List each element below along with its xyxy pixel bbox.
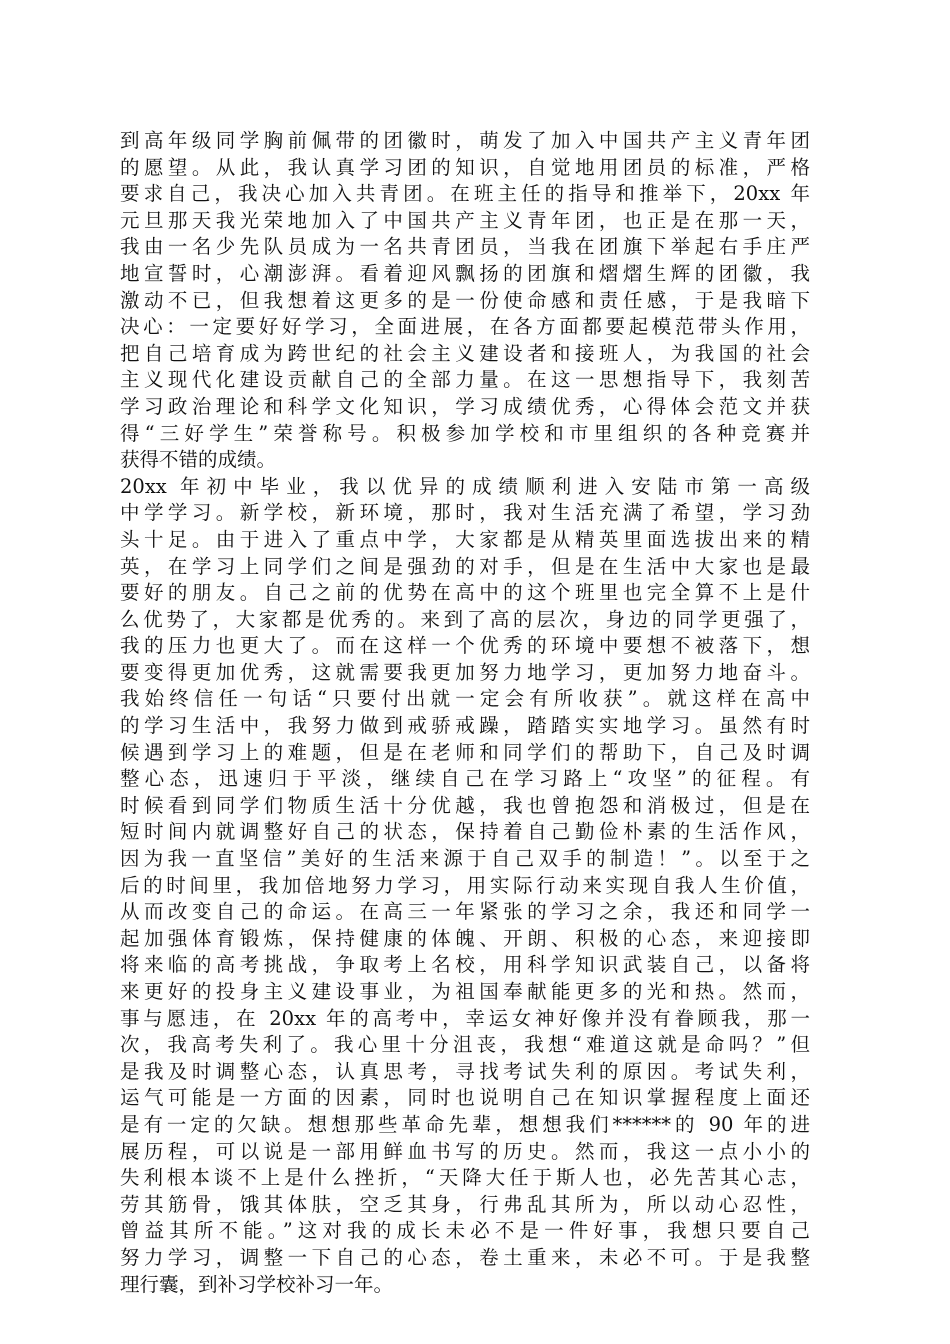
text-line: 地宣誓时，心潮澎湃。看着迎风飘扬的团旗和熠熠生辉的团徽，我 bbox=[120, 261, 810, 285]
text-line: 努力学习，调整一下自己的心态，卷土重来，未必不可。于是我整 bbox=[120, 1245, 810, 1269]
text-line: 起加强体育锻炼，保持健康的体魄、开朗、积极的心态，来迎接即 bbox=[120, 926, 810, 950]
document-body bbox=[120, 128, 810, 1298]
text-line: 是有一定的欠缺。想想那些革命先辈，想想我们******的 90 年的进 bbox=[120, 1112, 810, 1136]
text-line: 20xx 年初中毕业，我以优异的成绩顺利进入安陆市第一高级 bbox=[120, 474, 810, 498]
paragraph-2 bbox=[120, 474, 810, 1298]
text-line: 得“三好学生”荣誉称号。积极参加学校和市里组织的各种竞赛并 bbox=[120, 421, 810, 445]
text-line: 来更好的投身主义建设事业，为祖国奉献能更多的光和热。然而， bbox=[120, 980, 810, 1003]
text-line: 次，我高考失利了。我心里十分沮丧，我想“难道这就是命吗？”但 bbox=[120, 1033, 810, 1057]
text-line: 么优势了，大家都是优秀的。来到了高的层次，身边的同学更强了， bbox=[120, 607, 810, 631]
text-line: 中学学习。新学校，新环境，那时，我对生活充满了希望，学习劲 bbox=[120, 501, 810, 525]
text-line: 激动不已，但我想着这更多的是一份使命感和责任感，于是我暗下 bbox=[120, 288, 810, 312]
text-line: 到高年级同学胸前佩带的团徽时，萌发了加入中国共产主义青年团 bbox=[120, 129, 810, 152]
text-line: 运气可能是一方面的因素，同时也说明自己在知识掌握程度上面还 bbox=[120, 1086, 810, 1110]
text-line: 的愿望。从此，我认真学习团的知识，自觉地用团员的标准，严格 bbox=[120, 155, 810, 179]
text-line: 头十足。由于进入了重点中学，大家都是从精英里面选拔出来的精 bbox=[120, 527, 810, 551]
text-line: 我始终信任一句话“只要付出就一定会有所收获”。就这样在高中 bbox=[120, 687, 810, 711]
text-line: 因为我一直坚信”美好的生活来源于自己双手的制造！”。以至于之 bbox=[120, 847, 810, 871]
text-line: 理行囊，到补习学校补习一年。 bbox=[120, 1272, 394, 1296]
text-line: 我由一名少先队员成为一名共青团员，当我在团旗下举起右手庄严 bbox=[120, 235, 810, 259]
text-line: 我的压力也更大了。而在这样一个优秀的环境中要想不被落下，想 bbox=[120, 634, 810, 658]
text-line: 学习政治理论和科学文化知识，学习成绩优秀，心得体会范文并获 bbox=[120, 394, 810, 418]
text-line: 短时间内就调整好自己的状态，保持着自己勤俭朴素的生活作风， bbox=[120, 820, 810, 844]
text-line: 后的时间里，我加倍地努力学习，用实际行动来实现自我人生价值， bbox=[120, 873, 810, 897]
text-line: 将来临的高考挑战，争取考上名校，用科学知识武装自己，以备将 bbox=[120, 953, 810, 977]
text-line: 从而改变自己的命运。在高三一年紧张的学习之余，我还和同学一 bbox=[120, 900, 810, 924]
text-line: 候遇到学习上的难题，但是在老师和同学们的帮助下，自己及时调 bbox=[120, 740, 810, 764]
text-line: 主义现代化建设贡献自己的全部力量。在这一思想指导下，我刻苦 bbox=[120, 368, 810, 392]
text-line: 英，在学习上同学们之间是强劲的对手，但是在生活中大家也是最 bbox=[120, 554, 810, 578]
text-line: 整心态，迅速归于平淡，继续自己在学习路上“攻坚”的征程。有 bbox=[120, 767, 810, 791]
text-line: 展历程，可以说是一部用鲜血书写的历史。然而，我这一点小小的 bbox=[120, 1139, 810, 1163]
text-line: 失利根本谈不上是什么挫折，“天降大任于斯人也，必先苦其心志， bbox=[120, 1166, 810, 1190]
text-line: 要好的朋友。自己之前的优势在高中的这个班里也完全算不上是什 bbox=[120, 581, 810, 605]
text-line: 要变得更加优秀，这就需要我更加努力地学习，更加努力地奋斗。 bbox=[120, 660, 810, 684]
text-line: 要求自己，我决心加入共青团。在班主任的指导和推举下，20xx 年 bbox=[120, 182, 810, 206]
text-line: 的学习生活中，我努力做到戒骄戒躁，踏踏实实地学习。虽然有时 bbox=[120, 714, 810, 738]
text-line: 获得不错的成绩。 bbox=[120, 448, 277, 472]
paragraph-1 bbox=[120, 128, 810, 474]
text-line: 曾益其所不能。”这对我的成长未必不是一件好事，我想只要自己 bbox=[120, 1219, 810, 1243]
text-line: 元旦那天我光荣地加入了中国共产主义青年团，也正是在那一天， bbox=[120, 208, 810, 232]
text-line: 时候看到同学们物质生活十分优越，我也曾抱怨和消极过，但是在 bbox=[120, 793, 810, 817]
text-line: 劳其筋骨，饿其体肤，空乏其身，行弗乱其所为，所以动心忍性， bbox=[120, 1192, 810, 1216]
text-line: 是我及时调整心态，认真思考，寻找考试失利的原因。考试失利， bbox=[120, 1059, 810, 1083]
text-line: 事与愿违，在 20xx 年的高考中，幸运女神好像并没有眷顾我，那一 bbox=[120, 1006, 810, 1030]
text-line: 把自己培育成为跨世纪的社会主义建设者和接班人，为我国的社会 bbox=[120, 341, 810, 365]
text-line: 决心：一定要好好学习，全面进展，在各方面都要起模范带头作用， bbox=[120, 315, 810, 339]
